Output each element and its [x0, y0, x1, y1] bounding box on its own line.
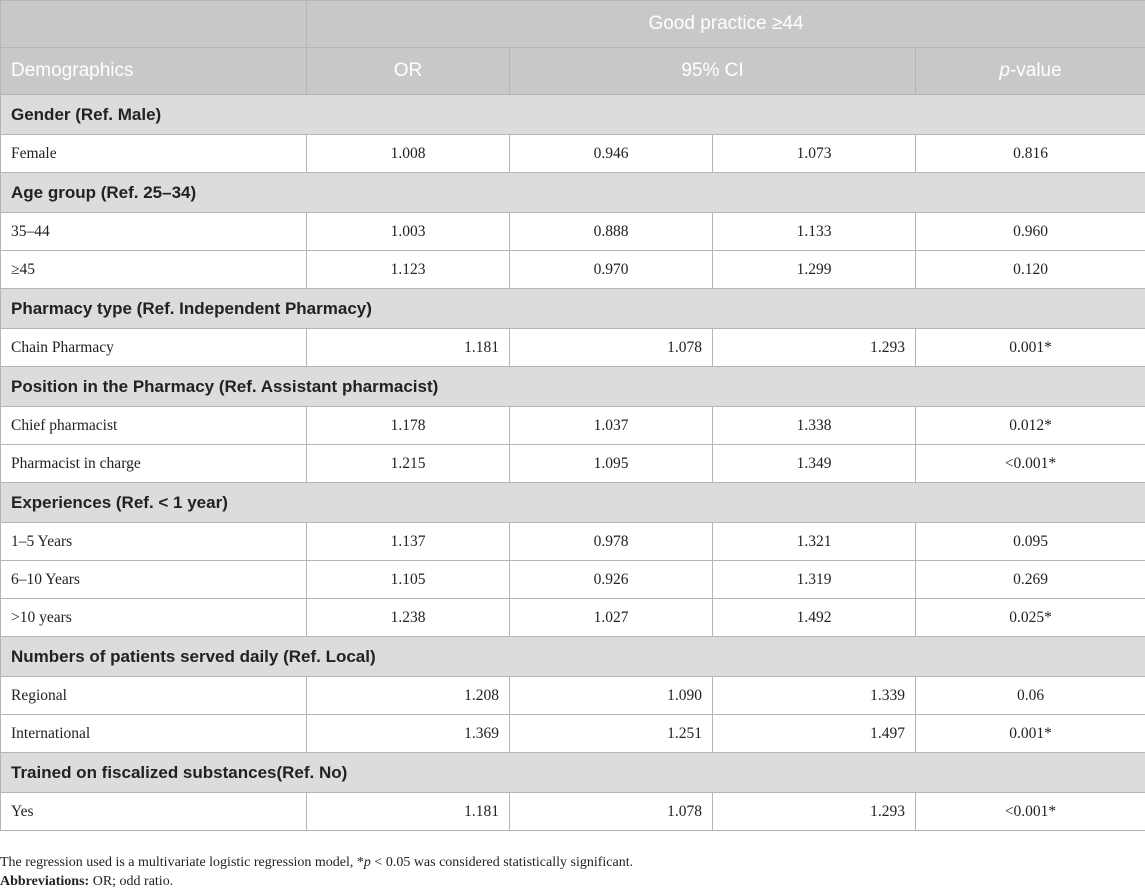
row-label: >10 years [1, 599, 307, 637]
p-value-cell: 0.001* [916, 715, 1145, 753]
group-header-row [1, 173, 1145, 213]
group-title: Age group (Ref. 25–34) [1, 173, 1145, 213]
odds-ratio-cell: 1.008 [307, 135, 510, 173]
p-value-cell: 0.095 [916, 523, 1145, 561]
ci-upper-cell: 1.133 [713, 213, 916, 251]
row-label: Female [1, 135, 307, 173]
p-value-cell: 0.816 [916, 135, 1145, 173]
p-value-cell: 0.960 [916, 213, 1145, 251]
p-value-cell: 0.06 [916, 677, 1145, 715]
table-row [1, 561, 1145, 599]
row-label: 35–44 [1, 213, 307, 251]
p-value-cell: 0.120 [916, 251, 1145, 289]
odds-ratio-cell: 1.137 [307, 523, 510, 561]
header-demographics: Demographics [1, 48, 307, 95]
ci-lower-cell: 1.078 [510, 329, 713, 367]
ci-upper-cell: 1.339 [713, 677, 916, 715]
group-title: Experiences (Ref. < 1 year) [1, 483, 1145, 523]
ci-lower-cell: 0.926 [510, 561, 713, 599]
odds-ratio-cell: 1.123 [307, 251, 510, 289]
ci-upper-cell: 1.321 [713, 523, 916, 561]
odds-ratio-cell: 1.181 [307, 793, 510, 831]
odds-ratio-cell: 1.215 [307, 445, 510, 483]
ci-lower-cell: 0.946 [510, 135, 713, 173]
ci-lower-cell: 1.027 [510, 599, 713, 637]
odds-ratio-cell: 1.369 [307, 715, 510, 753]
group-header-row [1, 637, 1145, 677]
odds-ratio-cell: 1.003 [307, 213, 510, 251]
table-row [1, 599, 1145, 637]
table-row [1, 677, 1145, 715]
odds-ratio-cell: 1.181 [307, 329, 510, 367]
table-row [1, 523, 1145, 561]
ci-upper-cell: 1.319 [713, 561, 916, 599]
group-title: Numbers of patients served daily (Ref. Local) [1, 637, 1145, 677]
group-header-row [1, 753, 1145, 793]
ci-upper-cell: 1.299 [713, 251, 916, 289]
header-p-value [916, 48, 1145, 95]
header-empty-cell [1, 1, 307, 48]
header-group-title: Good practice ≥44 [307, 1, 1145, 48]
p-value-cell: 0.025* [916, 599, 1145, 637]
row-label: Regional [1, 677, 307, 715]
odds-ratio-cell: 1.238 [307, 599, 510, 637]
row-label: 1–5 Years [1, 523, 307, 561]
ci-upper-cell: 1.349 [713, 445, 916, 483]
table-row [1, 715, 1145, 753]
row-label: Pharmacist in charge [1, 445, 307, 483]
ci-upper-cell: 1.497 [713, 715, 916, 753]
odds-ratio-cell: 1.178 [307, 407, 510, 445]
p-value-cell: 0.001* [916, 329, 1145, 367]
p-value-cell: <0.001* [916, 445, 1145, 483]
header-p-rest: -value [1009, 60, 1062, 81]
row-label: Chief pharmacist [1, 407, 307, 445]
ci-lower-cell: 0.888 [510, 213, 713, 251]
p-value-cell: <0.001* [916, 793, 1145, 831]
ci-lower-cell: 0.978 [510, 523, 713, 561]
table-row [1, 135, 1145, 173]
header-row-columns [1, 48, 1145, 95]
ci-lower-cell: 1.037 [510, 407, 713, 445]
table-row [1, 329, 1145, 367]
table-body [1, 95, 1145, 831]
header-p-italic: p [999, 60, 1010, 81]
group-title: Trained on fiscalized substances(Ref. No) [1, 753, 1145, 793]
row-label: 6–10 Years [1, 561, 307, 599]
ci-upper-cell: 1.293 [713, 793, 916, 831]
odds-ratio-cell: 1.208 [307, 677, 510, 715]
group-title: Position in the Pharmacy (Ref. Assistant pharmacist) [1, 367, 1145, 407]
ci-upper-cell: 1.073 [713, 135, 916, 173]
row-label: Yes [1, 793, 307, 831]
footnote-regression: The regression used is a multivariate logistic regression model, *p < 0.05 was considered statistically significant. [0, 855, 634, 870]
row-label: Chain Pharmacy [1, 329, 307, 367]
table-row [1, 213, 1145, 251]
group-header-row [1, 95, 1145, 135]
odds-ratio-cell: 1.105 [307, 561, 510, 599]
header-row-top [1, 1, 1145, 48]
footnote-abbreviations: Abbreviations: OR; odd ratio. [0, 874, 174, 889]
table-row [1, 793, 1145, 831]
ci-upper-cell: 1.492 [713, 599, 916, 637]
ci-upper-cell: 1.338 [713, 407, 916, 445]
ci-upper-cell: 1.293 [713, 329, 916, 367]
group-header-row [1, 367, 1145, 407]
header-ci: 95% CI [510, 48, 916, 95]
ci-lower-cell: 1.251 [510, 715, 713, 753]
group-header-row [1, 289, 1145, 329]
header-or: OR [307, 48, 510, 95]
ci-lower-cell: 1.095 [510, 445, 713, 483]
table-row [1, 407, 1145, 445]
row-label: International [1, 715, 307, 753]
group-header-row [1, 483, 1145, 523]
table-row [1, 445, 1145, 483]
table-row [1, 251, 1145, 289]
group-title: Gender (Ref. Male) [1, 95, 1145, 135]
group-title: Pharmacy type (Ref. Independent Pharmacy) [1, 289, 1145, 329]
ci-lower-cell: 0.970 [510, 251, 713, 289]
ci-lower-cell: 1.090 [510, 677, 713, 715]
p-value-cell: 0.269 [916, 561, 1145, 599]
ci-lower-cell: 1.078 [510, 793, 713, 831]
row-label: ≥45 [1, 251, 307, 289]
p-value-cell: 0.012* [916, 407, 1145, 445]
